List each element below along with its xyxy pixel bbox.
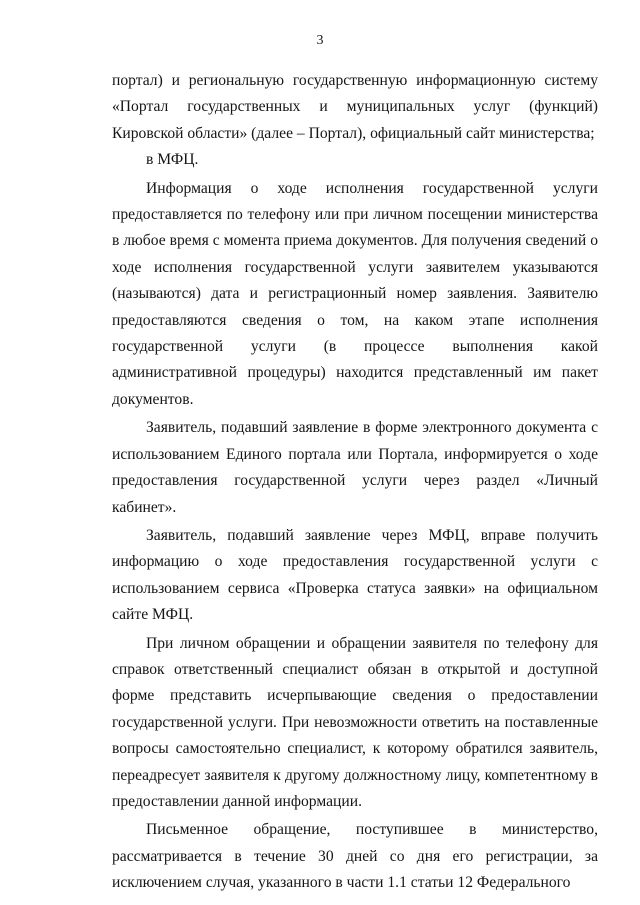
document-body bbox=[112, 68, 598, 897]
paragraph-progress-information: Информация о ходе исполнения государственной услуги предоставляется по телефону или при личном посещении министерства в любое время с момента приема документов. Для получения сведений о ходе исполнения государственной услуги заявителем указываются (называются) дата и регистрационный номер заявления. Заявителю предоставляются сведения о том, на каком этапе исполнения государственной услуги (в процессе выполнения какой административной процедуры) находится представленный им пакет документов. bbox=[112, 179, 598, 408]
paragraph-electronic-applicant: Заявитель, подавший заявление в форме электронного документа с использованием Единого портала или Портала, информируется о ходе предоставления государственной услуги через раздел «Личный кабинет». bbox=[112, 419, 598, 516]
page-number: 3 bbox=[316, 33, 324, 48]
paragraph-personal-request: При личном обращении и обращении заявителя по телефону для справок ответственный специалист обязан в открытой и доступной форме представить исчерпывающие сведения о предоставлении государственной услуги. При невозможности ответить на поставленные вопросы самостоятельно специалист, к которому обратился заявитель, переадресует заявителя к другому должностному лицу, компетентному в предоставлении данной информации. bbox=[112, 634, 598, 810]
paragraph-portal-continuation: портал) и региональную государственную информационную систему «Портал государственных и муниципальных услуг (функций) Кировской области» (далее – Портал), официальный сайт министерства; bbox=[112, 72, 598, 142]
paragraph-written-request: Письменное обращение, поступившее в министерство, рассматривается в течение 30 дней со дня его регистрации, за исключением случая, указанного в части 1.1 статьи 12 Федерального bbox=[112, 821, 598, 892]
paragraph-mfc-applicant: Заявитель, подавший заявление через МФЦ, вправе получить информацию о ходе предоставления государственной услуги с использованием сервиса «Проверка статуса заявки» на официальном сайте МФЦ. bbox=[112, 526, 598, 624]
paragraph-mfc: в МФЦ. bbox=[146, 151, 199, 169]
